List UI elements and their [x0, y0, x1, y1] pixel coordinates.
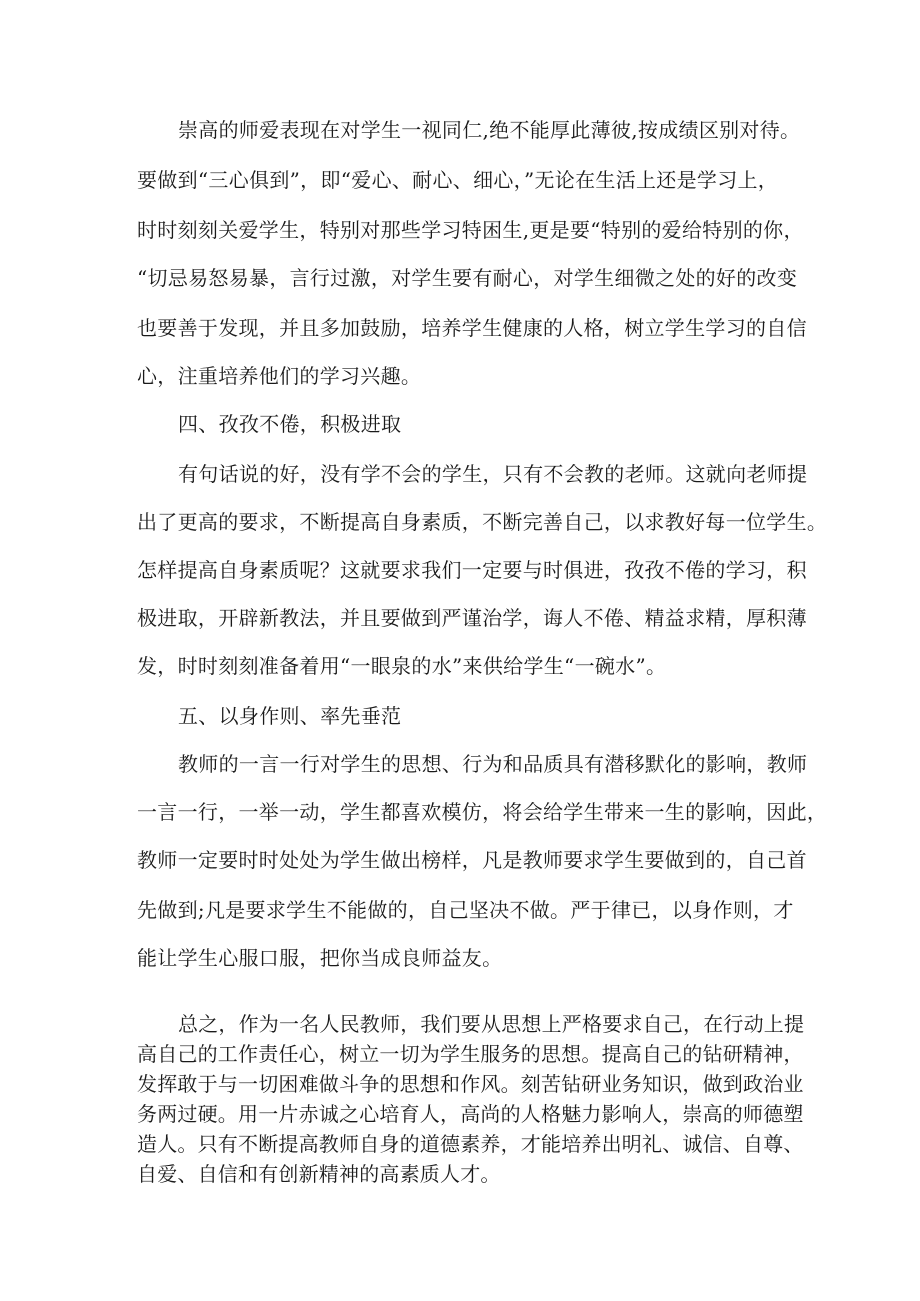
paragraph-3-line-2: 一言一行，一举一动，学生都喜欢模仿，将会给学生带来一生的影响，因此，	[137, 800, 828, 824]
paragraph-1-line-5: 也要善于发现，并且多加鼓励，培养学生健康的人格，树立学生学习的自信	[137, 316, 807, 340]
paragraph-1-line-1: 崇高的师爱表现在对学生一视同仁,绝不能厚此薄彼,按成绩区别对待。	[178, 118, 801, 142]
paragraph-3-line-1: 教师的一言一行对学生的思想、行为和品质具有潜移默化的影响，教师	[178, 752, 808, 776]
section-heading-5: 五、以身作则、率先垂范	[178, 704, 402, 728]
section-heading-4: 四、孜孜不倦，积极进取	[178, 412, 402, 436]
paragraph-4-line-2: 高自己的工作责任心，树立一切为学生服务的思想。提高自己的钻研精神，	[137, 1042, 804, 1066]
paragraph-2-line-1: 有句话说的好，没有学不会的学生，只有不会教的老师。这就向老师提	[178, 462, 808, 486]
paragraph-3-line-3: 教师一定要时时处处为学生做出榜样，凡是教师要求学生要做到的，自己首	[137, 848, 807, 872]
paragraph-2-line-3: 怎样提高自身素质呢？这就要求我们一定要与时俱进，孜孜不倦的学习，积	[137, 558, 807, 582]
paragraph-1-line-4: “切忌易怒易暴，言行过激，对学生要有耐心，对学生细微之处的好的改变	[137, 266, 798, 290]
paragraph-4-line-4: 务两过硬。用一片赤诚之心培育人，高尚的人格魅力影响人，崇高的师德塑	[137, 1102, 804, 1126]
paragraph-2-line-2: 出了更高的要求，不断提高自身素质，不断完善自己，以求教好每一位学生。	[137, 510, 828, 534]
paragraph-4-line-3: 发挥敢于与一切困难做斗争的思想和作风。刻苦钻研业务知识，做到政治业	[137, 1072, 804, 1096]
paragraph-3-line-5: 能让学生心服口服，把你当成良师益友。	[137, 946, 503, 970]
paragraph-1-line-2: 要做到“三心俱到”，即“爱心、耐心、细心，”无论在生活上还是学习上，	[137, 168, 779, 192]
paragraph-4-line-1: 总之，作为一名人民教师，我们要从思想上严格要求自己，在行动上提	[178, 1012, 805, 1036]
paragraph-3-line-4: 先做到;凡是要求学生不能做的，自己坚决不做。严于律已，以身作则，才	[137, 898, 794, 922]
paragraph-2-line-5: 发，时时刻刻准备着用“一眼泉的水”来供给学生“一碗水”。	[137, 654, 667, 678]
paragraph-2-line-4: 极进取，开辟新教法，并且要做到严谨治学，诲人不倦、精益求精，厚积薄	[137, 606, 807, 630]
paragraph-1-line-6: 心，注重培养他们的学习兴趣。	[137, 364, 422, 388]
paragraph-4-line-6: 自爱、自信和有创新精神的高素质人才。	[137, 1162, 501, 1186]
paragraph-1-line-3: 时时刻刻关爱学生，特别对那些学习特困生,更是要“特别的爱给特别的你，	[137, 218, 804, 242]
paragraph-4-line-5: 造人。只有不断提高教师自身的道德素养，才能培养出明礼、诚信、自尊、	[137, 1132, 804, 1156]
